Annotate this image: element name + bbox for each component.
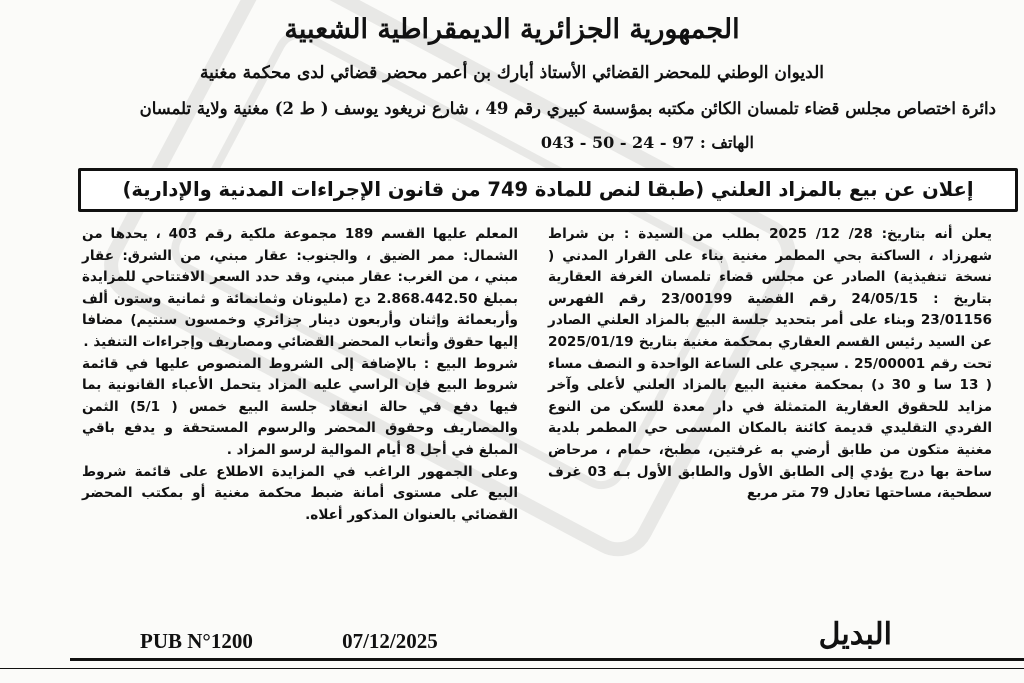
left-column xyxy=(82,224,518,526)
publication-date: 07/12/2025 xyxy=(342,629,438,653)
pub-number: PUB N°1200 xyxy=(140,629,253,653)
right-column-text: يعلن أنه بتاريخ: 28/ 12/ 2025 بطلب من السيدة : بن شراط شهرزاد ، الساكنة بحي المطمر مغنية بناء على القرار المدني ( نسخة تنفيذية) الصادر عن مجلس قضاء تلمسان الغرفة العقارية بتاريخ : 24/05/15 رقم القضية 23/00199 رقم الفهرس 23/01156 وبناء على أمر بتحديد جلسة البيع بالمزاد العلني الصادر عن السيد رئيس القسم العقاري بمحكمة مغنية بتاريخ 2025/01/19 تحت رقم 25/00001 . سيجري على الساعة الواحدة و النصف مساء ( 13 سا و 30 د) بمحكمة مغنية البيع بالمزاد العلني لأعلى وآخر مزايد للحقوق العقارية المتمثلة في دار معدة للسكن من النوع الفردي التقليدي قديمة كائنة بالمكان المسمى حي المطمر بلدية مغنية متكون من طابق أرضي به غرفتين، مطبخ، حمام ، مرحاض ساحة بها درج يؤدي إلى الطابق الأول والطابق الأول بـه 03 غرف سطحية، مساحتها تعادل 79 متر مربع xyxy=(548,226,993,502)
bailiff-office-line: الديوان الوطني للمحضر القضائي الأستاذ أبارك بن أعمر محضر قضائي لدى محكمة مغنية xyxy=(200,63,824,83)
footer-rule-thick xyxy=(70,658,1024,661)
notice-title: إعلان عن بيع بالمزاد العلني (طبقا لنص للمادة 749 من قانون الإجراءات المدنية والإدارية) xyxy=(122,178,974,201)
left-paragraph-conditions: شروط البيع : بالإضافة إلى الشروط المنصوص عليها في قائمة شروط البيع فإن الراسي عليه المزاد يتحمل الأعباء القانونية بما فيها دفع في حالة انعقاد جلسة البيع خمس ( 5/1) الثمن والمصاريف وحقوق المحضر والرسوم المستحقة و يدفع باقي المبلغ في أجل 8 أيام الموالية لرسو المزاد . xyxy=(82,355,518,458)
right-column xyxy=(548,224,992,505)
republic-title: الجمهورية الجزائرية الديمقراطية الشعبية xyxy=(284,14,740,45)
phone-line: الهاتف : 97 - 24 - 50 - 043 xyxy=(540,133,754,152)
notice-title-box xyxy=(78,168,1018,212)
footer-meta xyxy=(140,628,438,654)
left-paragraph-public: وعلى الجمهور الراغب في المزايدة الاطلاع على قائمة شروط البيع على مستوى أمانة ضبط محكمة مغنية أو بمكتب المحضر القضائي بالعنوان المذكور أعلاه. xyxy=(82,463,518,523)
signature-label: البديل xyxy=(818,617,892,652)
office-address-line: دائرة اختصاص مجلس قضاء تلمسان الكائن مكتبه بمؤسسة كبيري رقم 49 ، شارع نريغود يوسف ( ط 2) مغنية ولاية تلمسان xyxy=(139,99,996,118)
left-paragraph-property: المعلم عليها القسم 189 مجموعة ملكية رقم 403 ، يحدها من الشمال: ممر الضيق ، والجنوب: عقار مبني، من الشرق: عقار مبني ، من الغرب: عقار مبني، وقد حدد السعر الافتتاحي للمزايدة بمبلغ 2.868.442.50 دج (مليونان وثمانمائة و ثمانية وستون ألف وأربعمائة وإثنان وأربعون دينار جزائري وخمسون سنتيم) مضافا إليها حقوق وأتعاب المحضر القضائي ومصاريف وإجراءات التنفيذ . xyxy=(82,226,518,350)
footer-rule-thin xyxy=(0,668,1024,669)
